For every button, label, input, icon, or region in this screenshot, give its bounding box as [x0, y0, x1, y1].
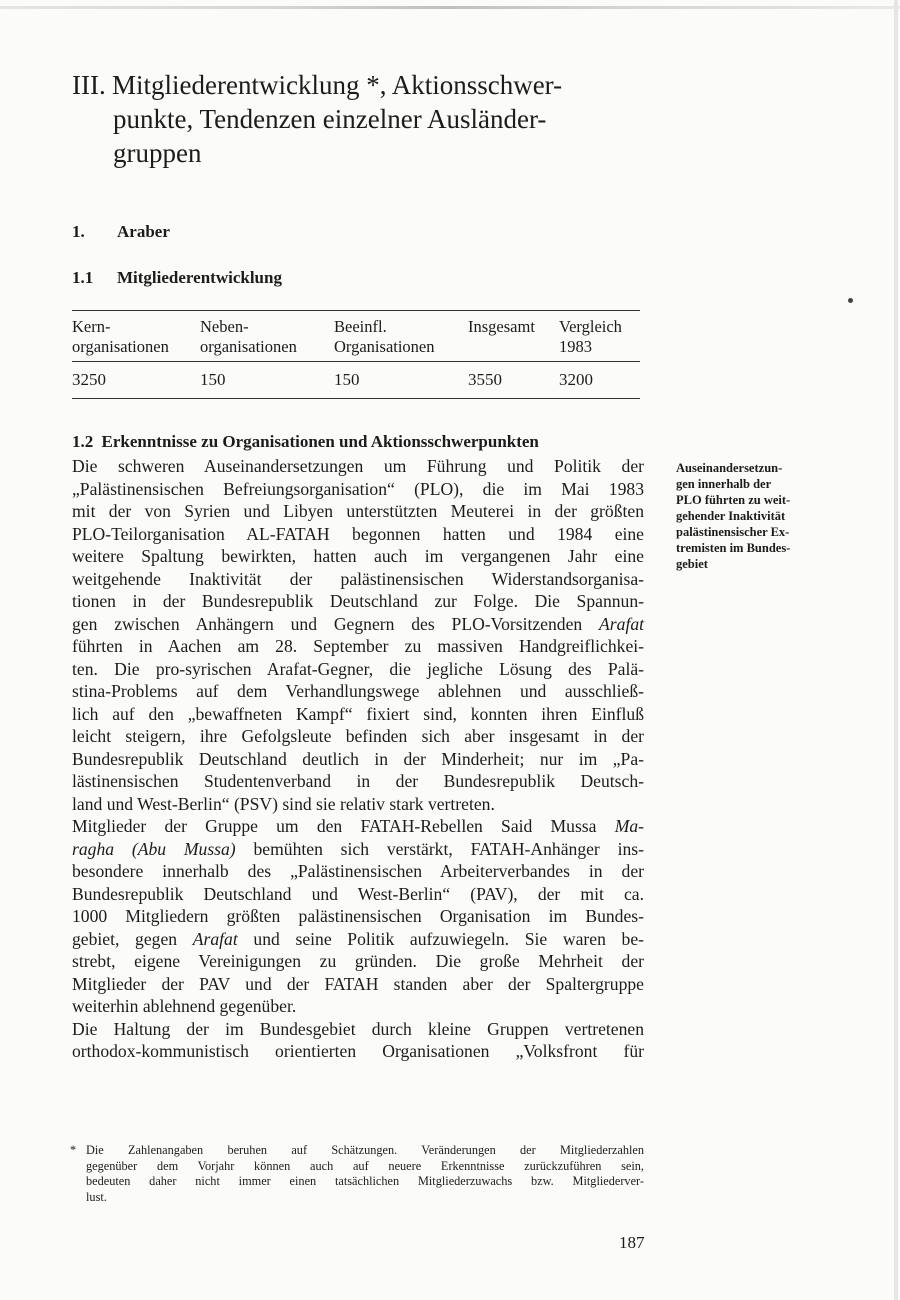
body-line: lich auf den „bewaffneten Kampf“ fixiert sind, konnten ihren Einfluß	[72, 703, 644, 724]
cell-insgesamt: 3550	[468, 370, 502, 389]
body-text-span: gen zwischen Anhängern und Gegnern des PLO-Vorsitzenden	[72, 613, 583, 634]
section-heading-mitgliederentwicklung	[72, 268, 282, 288]
body-line: Die Haltung der im Bundesgebiet durch kleine Gruppen vertretenen	[72, 1018, 644, 1039]
body-line: Bundesrepublik Deutschland und West-Berlin“ (PAV), der mit ca.	[72, 883, 644, 904]
body-line: lästinensischen Studentenverband in der Bundesrepublik Deutsch-	[72, 771, 644, 791]
header-kernorganisationen	[72, 317, 169, 357]
body-line: „Palästinensischen Befreiungsorganisation“ (PLO), die im Mai 1983	[72, 478, 644, 499]
body-line: orthodox-kommunistisch orientierten Organisationen „Volksfront für	[72, 1041, 644, 1061]
chapter-heading-line-1	[72, 68, 632, 102]
section-number: 1.2	[72, 432, 94, 451]
footnote-line: gegenüber dem Vorjahr können auch auf neuere Erkenntnisse zurückzuführen sein,	[86, 1158, 644, 1173]
body-line: besondere innerhalb des „Palästinensischen Arbeiterverbandes in der	[72, 861, 644, 881]
footnote-line: bedeuten daher nicht immer einen tatsächlichen Mitgliederzuwachs bzw. Mitgliederver-	[86, 1174, 644, 1188]
body-text-span: gebiet, gegen	[72, 928, 178, 949]
header-line: organisationen	[72, 337, 169, 356]
chapter-heading-line-2: punkte, Tendenzen einzelner Ausländer-	[113, 104, 547, 134]
body-line: weiterhin ablehnend gegenüber.	[72, 996, 297, 1016]
body-line: PLO-Teilorganisation AL-FATAH begonnen hatten und 1984 eine	[72, 523, 644, 544]
header-vergleich	[559, 317, 622, 357]
body-line	[72, 928, 644, 951]
body-line: mit der von Syrien und Libyen unterstützten Meuterei in der größten	[72, 501, 644, 521]
body-line: weitere Spaltung bewirkten, hatten auch im vergangenen Jahr eine	[72, 546, 644, 566]
body-line: ten. Die pro-syrischen Arafat-Gegner, die jegliche Lösung des Palä-	[72, 658, 644, 679]
header-line: Vergleich	[559, 317, 622, 336]
section-heading-araber	[72, 222, 170, 242]
table-bottom-rule	[72, 398, 640, 399]
header-line: Kern-	[72, 317, 111, 336]
body-text-span: und seine Politik aufzuwiegeln. Sie waren be-	[253, 928, 645, 949]
body-text	[72, 455, 644, 1063]
section-number: 1.1	[72, 268, 94, 287]
margin-note-line: PLO führten zu weit-	[676, 493, 791, 507]
chapter-number: III.	[72, 70, 106, 100]
margin-note	[676, 460, 846, 572]
margin-note-line: gebiet	[676, 557, 708, 571]
body-line	[72, 613, 644, 636]
header-line: Beeinfl.	[334, 317, 387, 336]
header-line: Insgesamt	[468, 317, 535, 336]
chapter-title-part: Mitgliederentwicklung *, Aktionsschwer-	[112, 70, 563, 100]
footnote-line: lust.	[86, 1189, 107, 1204]
section-title: Araber	[117, 222, 170, 241]
body-text-italic: (Abu Mussa)	[131, 838, 236, 859]
body-line: land und West-Berlin“ (PSV) sind sie relativ stark vertreten.	[72, 793, 495, 814]
cell-kernorganisationen: 3250	[72, 370, 106, 389]
body-line: weitgehende Inaktivität der palästinensischen Widerstandsorganisa-	[72, 568, 644, 589]
scan-speck	[848, 298, 853, 303]
section-title: Mitgliederentwicklung	[117, 268, 282, 287]
header-insgesamt	[468, 317, 535, 337]
footnote	[72, 1143, 644, 1205]
header-line: 1983	[559, 337, 592, 356]
body-text-span: Mitglieder der Gruppe um den FATAH-Rebellen Said Mussa	[72, 816, 597, 836]
footnote-line: Die Zahlenangaben beruhen auf Schätzungen. Veränderungen der Mitgliederzahlen	[86, 1143, 644, 1157]
cell-beeinfl-organisationen: 150	[334, 370, 360, 389]
body-line: führten in Aachen am 28. September zu massiven Handgreiflichkei-	[72, 636, 644, 656]
header-line: organisationen	[200, 337, 297, 356]
header-line: Neben-	[200, 317, 249, 336]
page-number: 187	[619, 1233, 645, 1252]
header-beeinfl-organisationen	[334, 317, 435, 357]
margin-note-line: gehender Inaktivität	[676, 509, 786, 523]
margin-note-line: palästinensischer Ex-	[676, 525, 790, 539]
body-line: tionen in der Bundesrepublik Deutschland zur Folge. Die Spannun-	[72, 591, 644, 611]
cell-vergleich-1983: 3200	[559, 370, 593, 389]
cell-nebenorganisationen: 150	[200, 370, 226, 389]
chapter-heading	[72, 68, 632, 170]
chapter-heading-line-3: gruppen	[113, 138, 202, 168]
table-row	[72, 362, 640, 398]
body-line	[72, 815, 644, 838]
margin-note-line: Auseinandersetzun-	[676, 461, 783, 475]
body-line: stina-Problems auf dem Verhandlungswege ablehnen und ausschließ-	[72, 681, 644, 701]
body-line: Die schweren Auseinandersetzungen um Führung und Politik der	[72, 456, 644, 476]
margin-note-line: tremisten im Bundes-	[676, 541, 791, 555]
margin-note-line: gen innerhalb der	[676, 477, 772, 491]
scan-edge-right	[894, 0, 898, 1300]
section-title: Erkenntnisse zu Organisationen und Aktionsschwerpunkten	[101, 432, 539, 451]
body-line: Bundesrepublik Deutschland deutlich in der Minderheit; nur im „Pa-	[72, 748, 644, 769]
body-text-italic: ragha	[72, 838, 115, 859]
table-header-row	[72, 311, 640, 361]
body-line: strebt, eigene Vereinigungen zu gründen. Die große Mehrheit der	[72, 951, 644, 971]
body-line: Mitglieder der PAV und der FATAH standen aber der Spaltergruppe	[72, 973, 644, 994]
section-heading-erkenntnisse	[72, 432, 539, 452]
header-line: Organisationen	[334, 337, 435, 356]
body-text-italic: Arafat	[599, 613, 645, 634]
membership-table	[72, 310, 640, 399]
scan-edge-top	[0, 6, 900, 9]
body-text-italic: Arafat	[192, 928, 238, 949]
footnote-text	[72, 1143, 644, 1205]
body-text-italic: Ma-	[614, 816, 644, 836]
body-line: leicht steigern, ihre Gefolgsleute befinden sich aber insgesamt in der	[72, 726, 644, 746]
header-nebenorganisationen	[200, 317, 297, 357]
body-text-span: bemühten sich verstärkt, FATAH-Anhänger ins-	[253, 838, 644, 859]
body-line: 1000 Mitgliedern größten palästinensischen Organisation im Bundes-	[72, 906, 644, 926]
footnote-marker: *	[70, 1143, 77, 1157]
section-number: 1.	[72, 222, 85, 241]
body-line	[72, 838, 644, 861]
